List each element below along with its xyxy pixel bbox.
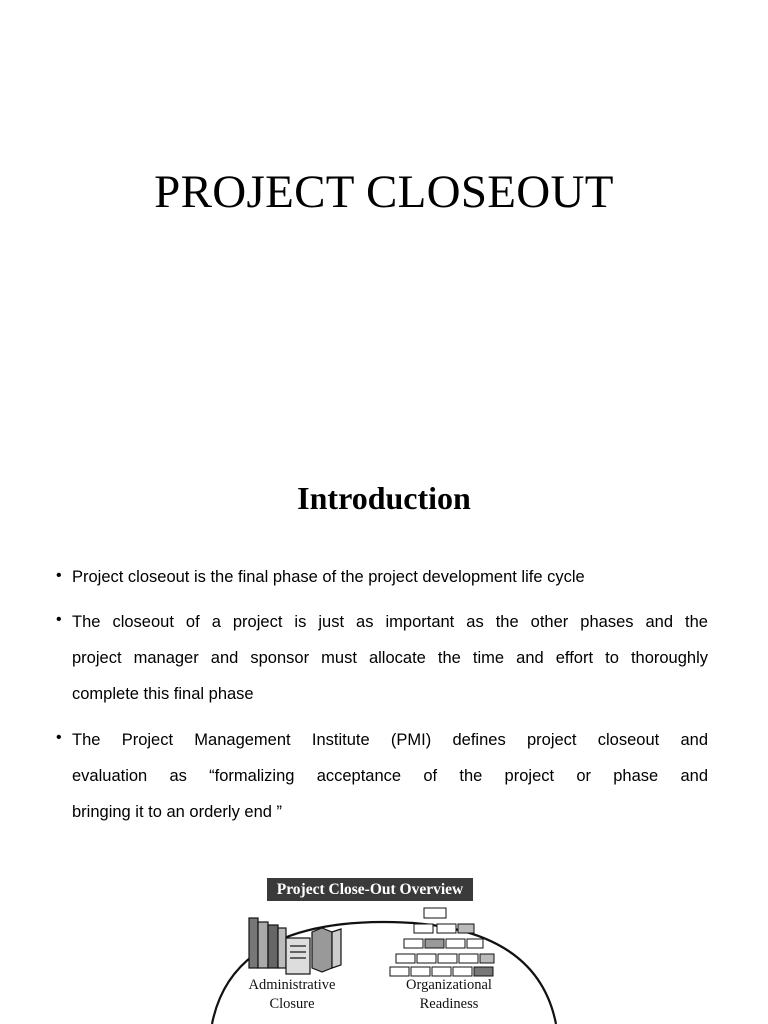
figure-banner: Project Close-Out Overview — [267, 878, 473, 901]
bullet-text-line: Project closeout is the final phase of the project development life cycle — [72, 568, 585, 586]
org-chart-icon — [390, 908, 494, 976]
bullet-list — [56, 560, 708, 840]
bullet-icon: • — [56, 567, 62, 584]
bullet-item — [56, 722, 708, 830]
bullet-text-line: complete this final phase — [72, 685, 254, 703]
bullet-icon: • — [56, 611, 62, 628]
bullet-text-line: evaluation as “formalizing acceptance of the project or phase and — [72, 767, 708, 785]
bullet-item — [56, 560, 708, 594]
bullet-text-line: bringing it to an orderly end ” — [72, 803, 283, 821]
bullet-text-line: The Project Management Institute (PMI) defines project closeout and — [72, 731, 708, 749]
administrative-closure-label: Administrative Closure — [248, 977, 336, 1012]
slide-title: PROJECT CLOSEOUT — [154, 166, 614, 218]
bullet-item — [56, 604, 708, 712]
bullet-text-line: The closeout of a project is just as important as the other phases and the — [72, 613, 708, 631]
bullet-text-line: project manager and sponsor must allocate the time and effort to thoroughly — [72, 649, 708, 667]
section-heading: Introduction — [297, 480, 471, 516]
bullet-icon: • — [56, 729, 62, 746]
organizational-readiness-label: Organizational Readiness — [406, 977, 492, 1012]
closeout-overview-figure — [0, 870, 768, 1024]
